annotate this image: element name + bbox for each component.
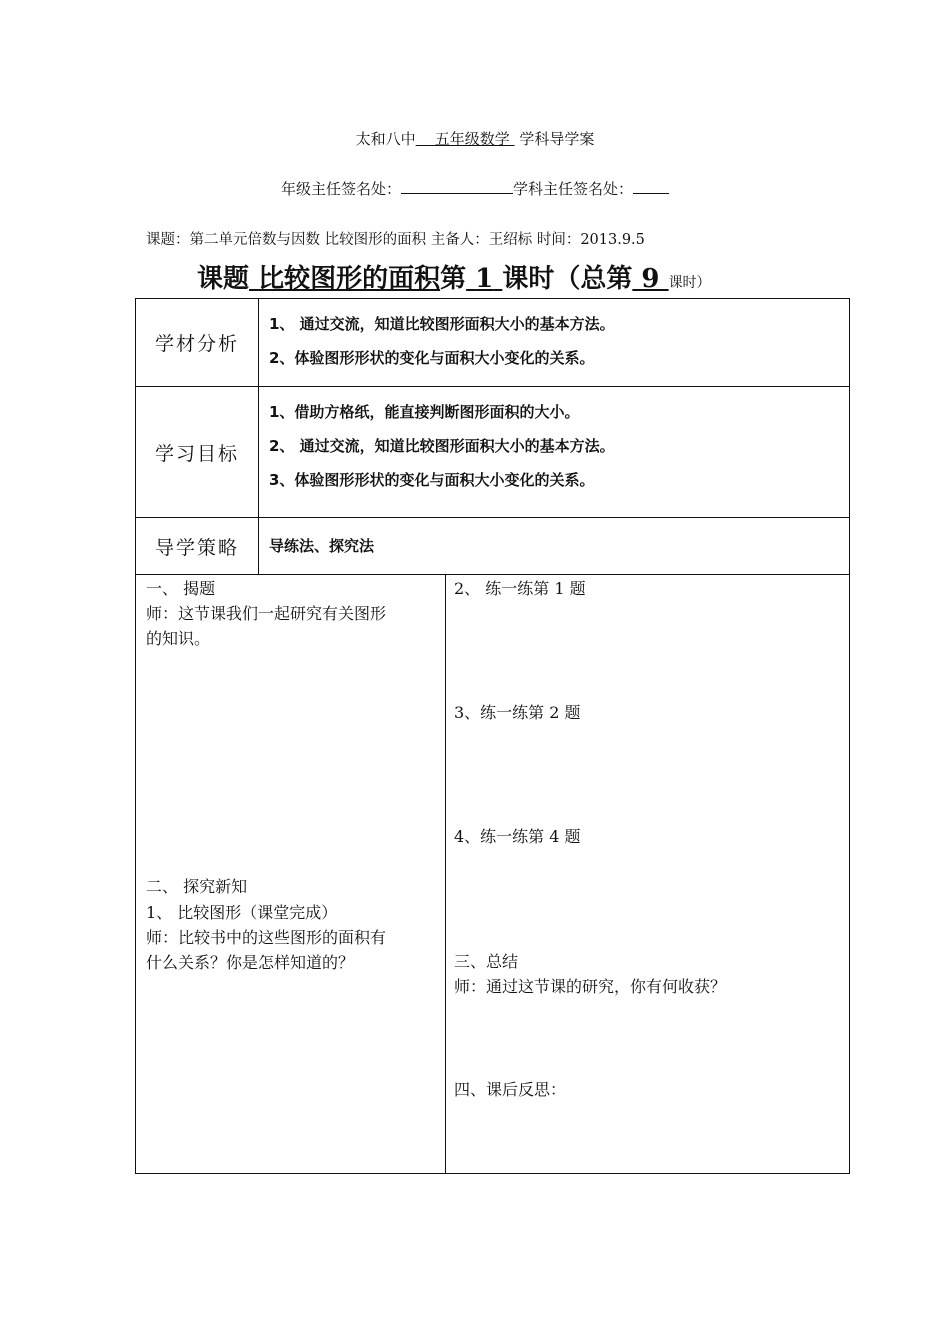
content-line: 3、体验图形形状的变化与面积大小变化的关系。	[269, 471, 595, 489]
content-line: 导练法、探究法	[269, 537, 375, 555]
exercise-item: 4、练一练第 4 题	[454, 827, 581, 846]
content-line: 1、 通过交流，知道比较图形面积大小的基本方法。	[269, 315, 615, 333]
content-line: 2、 通过交流，知道比较图形面积大小的基本方法。	[269, 437, 615, 455]
teacher-text: 师：通过这节课的研究，你有何收获？	[454, 977, 727, 996]
title-prefix: 课题	[197, 264, 250, 294]
title-topic: 比较图形的面积	[258, 264, 441, 294]
total-lesson-number: 9	[641, 264, 660, 294]
subject-director-signature-blank[interactable]	[633, 179, 669, 194]
grade-director-signature-blank[interactable]	[401, 179, 513, 194]
content-line: 1、借助方格纸，能直接判断图形面积的大小。	[269, 403, 580, 421]
title-lesson-suffix: 课时（总第	[502, 264, 633, 294]
title-total-suffix: 课时）	[668, 275, 711, 291]
topic-info-line: 课题：第二单元倍数与因数 比较图形的面积 主备人：王绍标 时间：2013.9.5	[146, 232, 645, 248]
section-label: 导学策略	[136, 518, 259, 575]
column-divider	[445, 574, 446, 1173]
lesson-plan-table	[135, 298, 850, 575]
signature-line	[0, 178, 950, 199]
section-row-teaching-strategy	[136, 518, 850, 575]
lesson-title	[197, 258, 711, 295]
exercise-item: 3、练一练第 2 题	[454, 703, 581, 722]
section-content	[259, 299, 850, 387]
section-heading-summary: 三、总结	[454, 952, 519, 971]
grade-director-label: 年级主任签名处：	[280, 180, 401, 198]
doc-type: 学科导学案	[519, 130, 595, 148]
teacher-text: 师：这节课我们一起研究有关图形	[146, 604, 387, 623]
section-row-learning-goals	[136, 387, 850, 518]
teacher-text: 师：比较书中的这些图形的面积有	[146, 928, 387, 947]
section-heading-reflection: 四、课后反思：	[454, 1080, 567, 1099]
teacher-text: 什么关系？你是怎样知道的？	[146, 953, 355, 972]
subject-director-label: 学科主任签名处：	[513, 180, 634, 198]
school-name: 太和八中	[355, 130, 416, 148]
explore-item: 1、 比较图形（课堂完成）	[146, 903, 338, 922]
section-label: 学材分析	[136, 299, 259, 387]
section-heading-reveal: 一、 揭题	[146, 579, 216, 598]
section-content	[259, 518, 850, 575]
subject-name: 五年级数学	[434, 130, 510, 148]
section-heading-explore: 二、 探究新知	[146, 877, 248, 896]
title-lesson-prefix: 第	[440, 264, 467, 294]
exercise-item: 2、 练一练第 1 题	[454, 579, 586, 598]
section-row-material-analysis	[136, 299, 850, 387]
section-content	[259, 387, 850, 518]
lesson-process-area	[135, 574, 850, 1174]
teacher-text: 的知识。	[146, 629, 211, 648]
section-label: 学习目标	[136, 387, 259, 518]
content-line: 2、体验图形形状的变化与面积大小变化的关系。	[269, 349, 595, 367]
school-header	[0, 128, 950, 149]
lesson-number: 1	[475, 264, 494, 294]
